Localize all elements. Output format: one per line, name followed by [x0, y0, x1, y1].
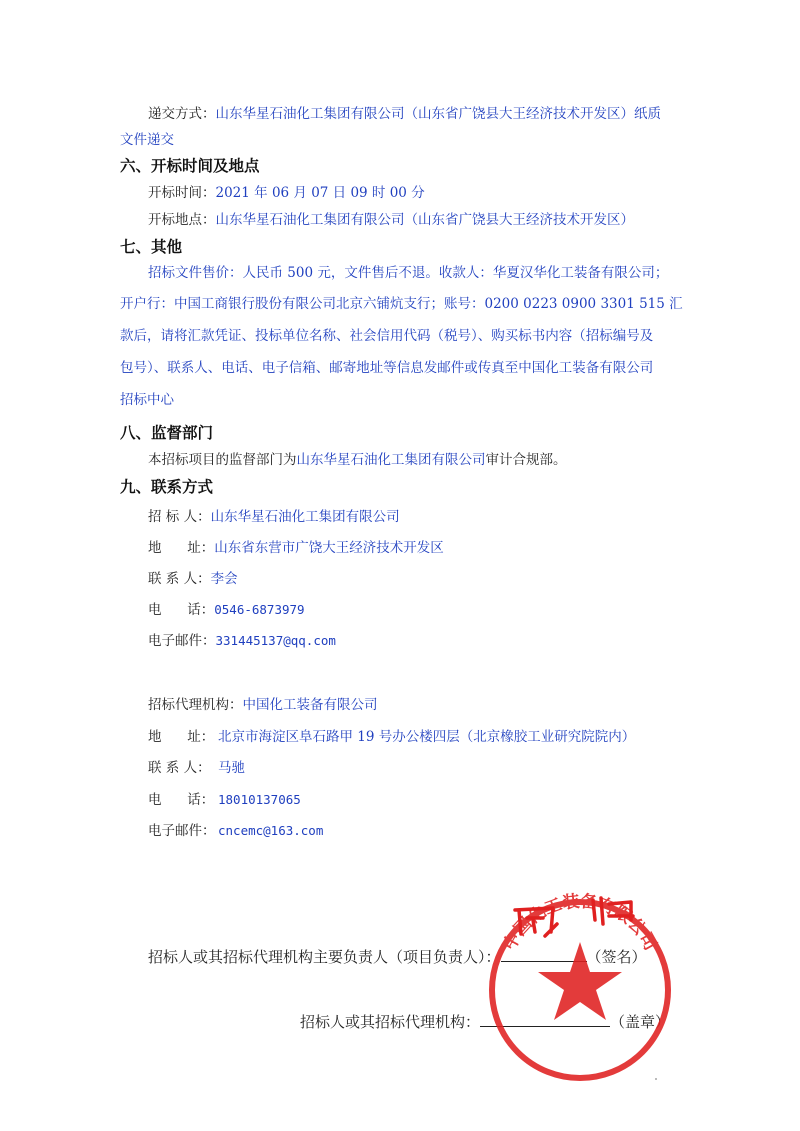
opening-time-value: 2021 年 06 月 07 日 09 时 00 分: [215, 185, 425, 201]
opening-time-label: 开标时间：: [148, 185, 216, 201]
section-8-heading: 八、监督部门: [120, 424, 214, 442]
submission-label: 递交方式：: [148, 106, 216, 122]
agency-phone-label: 电 话：: [148, 792, 215, 808]
scan-speck: [655, 1078, 657, 1080]
agency-address-value: 北京市海淀区阜石路甲 19 号办公楼四层（北京橡胶工业研究院院内）: [218, 729, 636, 745]
seal-star-icon: [538, 942, 622, 1020]
tenderer-phone-value: 0546-6873979: [214, 602, 305, 617]
other-line-1: 招标文件售价：人民币 500 元，文件售后不退。收款人：华夏汉华化工装备有限公司；: [148, 265, 669, 281]
section-7-heading: 七、其他: [120, 238, 183, 256]
agency-contact-label: 联 系 人：: [148, 760, 211, 776]
tenderer-name-value: 山东华星石油化工集团有限公司: [210, 509, 400, 525]
tenderer-contact-label: 联 系 人：: [148, 571, 211, 587]
agency-email-label: 电子邮件：: [148, 823, 216, 839]
opening-place-label: 开标地点：: [148, 212, 216, 228]
tenderer-name-label: 招 标 人：: [148, 509, 211, 525]
supervision-line: [148, 450, 567, 470]
agency-address-line: [148, 727, 635, 747]
agency-email-value[interactable]: cncemc@163.com: [218, 823, 324, 838]
signature-line-2-suffix: （盖章）: [610, 1013, 671, 1031]
agency-phone-value: 18010137065: [218, 792, 301, 807]
agency-contact-line: [148, 758, 245, 778]
agency-name-line: [148, 695, 378, 715]
other-line-2: 开户行：中国工商银行股份有限公司北京六铺炕支行；账号：0200 0223 0900 3301 515 汇: [120, 296, 683, 312]
opening-place-value: 山东华星石油化工集团有限公司（山东省广饶县大王经济技术开发区）: [215, 212, 634, 228]
tenderer-contact-value: 李会: [210, 571, 238, 587]
tenderer-email-value[interactable]: 331445137@qq.com: [215, 633, 336, 648]
supervision-prefix: 本招标项目的监督部门为: [148, 452, 297, 468]
company-seal-stamp: [475, 880, 685, 1090]
tenderer-email-label: 电子邮件：: [148, 633, 216, 649]
tenderer-address-label: 地 址：: [148, 540, 215, 556]
submission-value-2: 文件递交: [120, 132, 174, 148]
supervision-dept: 山东华星石油化工集团有限公司: [296, 452, 486, 468]
tenderer-contact-line: [148, 569, 238, 589]
agency-name-label: 招标代理机构：: [148, 697, 243, 713]
signature-line-1-suffix: （签名）: [586, 948, 647, 966]
agency-name-value: 中国化工装备有限公司: [242, 697, 378, 713]
submission-line-1: [148, 104, 661, 124]
opening-place-line: [148, 210, 634, 230]
agency-address-label: 地 址：: [148, 729, 215, 745]
signature-line-2-text: 招标人或其招标代理机构：: [300, 1013, 481, 1031]
other-line-3: 款后，请将汇款凭证、投标单位名称、社会信用代码（税号）、购买标书内容（招标编号及: [120, 328, 654, 344]
tenderer-email-line: [148, 631, 336, 651]
supervision-suffix: 审计合规部。: [485, 452, 567, 468]
tenderer-address-line: [148, 538, 444, 558]
section-9-heading: 九、联系方式: [120, 478, 214, 496]
tenderer-address-value: 山东省东营市广饶大王经济技术开发区: [214, 540, 444, 556]
opening-time-line: [148, 183, 425, 203]
other-line-5: 招标中心: [120, 392, 174, 408]
tenderer-phone-label: 电 话：: [148, 602, 215, 618]
seal-ring-textpath: 中国化工装备有限公司: [499, 891, 661, 954]
agency-contact-value: 马驰: [218, 760, 245, 776]
submission-value-1: 山东华星石油化工集团有限公司（山东省广饶县大王经济技术开发区）纸质: [215, 106, 661, 122]
agency-phone-line: [148, 790, 301, 810]
tenderer-name-line: [148, 507, 400, 527]
signature-line-1-text: 招标人或其招标代理机构主要负责人（项目负责人）：: [148, 948, 501, 966]
agency-email-line: [148, 821, 323, 841]
tenderer-phone-line: [148, 600, 305, 620]
other-line-4: 包号）、联系人、电话、电子信箱、邮寄地址等信息发邮件或传真至中国化工装备有限公司: [120, 360, 654, 376]
section-6-heading: 六、开标时间及地点: [120, 157, 260, 175]
